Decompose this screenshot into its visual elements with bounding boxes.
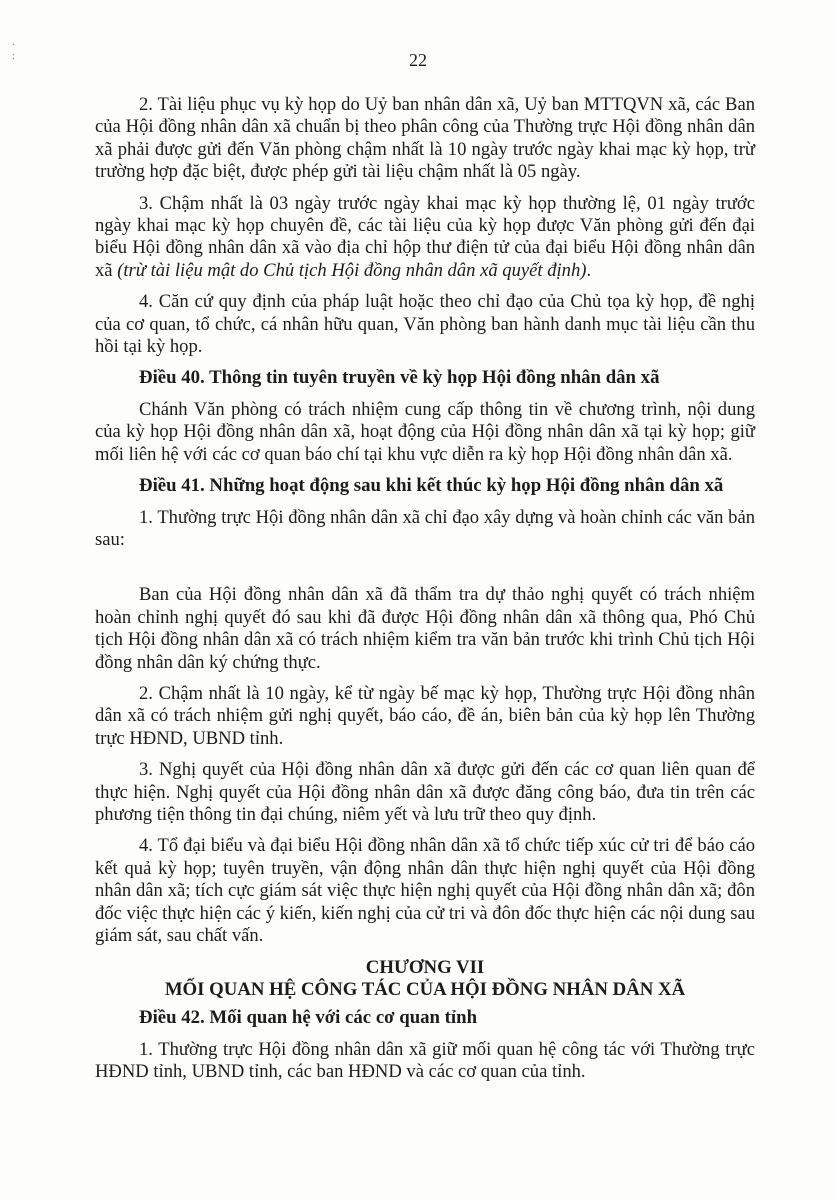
paragraph-end: . (586, 259, 592, 281)
paragraph-provincial-relations: 1. Thường trực Hội đồng nhân dân xã giữ mối quan hệ công tác với Thường trực HĐND tỉnh, UBND tỉnh, các ban HĐND và các cơ quan của tỉnh. (95, 1038, 755, 1083)
paragraph-text: 3. Chậm nhất là 03 ngày trước ngày khai mạc kỳ họp thường lệ, 01 ngày trước ngày khai mạc kỳ họp chuyên đề, các tài liệu của kỳ họp được Văn phòng gửi đến đại biểu Hội đồng nhân dân xã vào địa chỉ hộp thư điện tử của đại biểu Hội đồng nhân dân xã (95, 192, 755, 281)
document-body (95, 94, 755, 1093)
article-42-heading: Điều 42. Mối quan hệ với các cơ quan tỉnh (139, 1007, 478, 1029)
paragraph-voter-meetings: 4. Tổ đại biểu và đại biểu Hội đồng nhân dân xã tổ chức tiếp xúc cử tri để báo cáo kết quả kỳ họp; tuyên truyền, vận động nhân dân thực hiện nghị quyết của Hội đồng nhân dân xã; tích cực giám sát việc thực hiện nghị quyết của Hội đồng nhân dân xã; đôn đốc việc thực hiện các ý kiến, kiến nghị của cử tri và đôn đốc thực hiện các nội dung sau giám sát, sau chất vấn. (95, 835, 755, 946)
article-41-heading: Điều 41. Những hoạt động sau khi kết thúc kỳ họp Hội đồng nhân dân xã (139, 475, 724, 497)
paragraph-finalize-documents: 1. Thường trực Hội đồng nhân dân xã chỉ đạo xây dựng và hoàn chỉnh các văn bản sau: (95, 506, 755, 550)
article-40-heading: Điều 40. Thông tin tuyên truyền về kỳ họp Hội đồng nhân dân xã (139, 367, 660, 389)
paragraph-information: Chánh Văn phòng có trách nhiệm cung cấp thông tin về chương trình, nội dung của kỳ họp Hội đồng nhân dân xã, hoạt động của Hội đồng nhân dân xã tại kỳ họp; giữ mối liên hệ với các cơ quan báo chí tại khu vực diễn ra kỳ họp Hội đồng nhân dân xã. (95, 398, 755, 465)
paragraph-publish-resolution: 3. Nghị quyết của Hội đồng nhân dân xã được gửi đến các cơ quan liên quan để thực hiện. Nghị quyết của Hội đồng nhân dân xã được đăng công báo, đưa tin trên các phương tiện thông tin đại chúng, niêm yết và lưu trữ theo quy định. (95, 759, 755, 825)
page-number: 22 (409, 50, 427, 70)
blank-gap (95, 560, 755, 584)
paragraph-documents-preparation: 2. Tài liệu phục vụ kỳ họp do Uỷ ban nhân dân xã, Uỷ ban MTTQVN xã, các Ban của Hội đồng nhân dân xã chuẩn bị theo phân công của Thường trực Hội đồng nhân dân xã phải được gửi đến Văn phòng chậm nhất là 10 ngày trước ngày khai mạc kỳ họp, trừ trường hợp đặc biệt, được phép gửi tài liệu chậm nhất là 05 ngày. (95, 94, 755, 183)
paragraph-send-resolution: 2. Chậm nhất là 10 ngày, kể từ ngày bế mạc kỳ họp, Thường trực Hội đồng nhân dân xã có trách nhiệm gửi nghị quyết, báo cáo, đề án, biên bản của kỳ họp lên Thường trực HĐND, UBND tỉnh. (95, 682, 755, 749)
italic-note: (trừ tài liệu mật do Chủ tịch Hội đồng nhân dân xã quyết định) (117, 259, 587, 281)
chapter-title: MỐI QUAN HỆ CÔNG TÁC CỦA HỘI ĐỒNG NHÂN DÂN XÃ (164, 979, 686, 1001)
scan-speck: · : (12, 40, 18, 62)
paragraph-documents-delivery (95, 193, 755, 283)
chapter-number: CHƯƠNG VII (365, 957, 485, 979)
paragraph-committee-resolution: Ban của Hội đồng nhân dân xã đã thẩm tra dự thảo nghị quyết có trách nhiệm hoàn chỉnh nghị quyết đó sau khi đã được Hội đồng nhân dân xã thông qua, Phó Chủ tịch Hội đồng nhân dân xã có trách nhiệm kiểm tra văn bản trước khi trình Chủ tịch Hội đồng nhân dân ký chứng thực. (95, 584, 755, 673)
paragraph-documents-recall: 4. Căn cứ quy định của pháp luật hoặc theo chỉ đạo của Chủ tọa kỳ họp, đề nghị của cơ quan, tổ chức, cá nhân hữu quan, Văn phòng ban hành danh mục tài liệu cần thu hồi tại kỳ họp. (95, 291, 755, 358)
